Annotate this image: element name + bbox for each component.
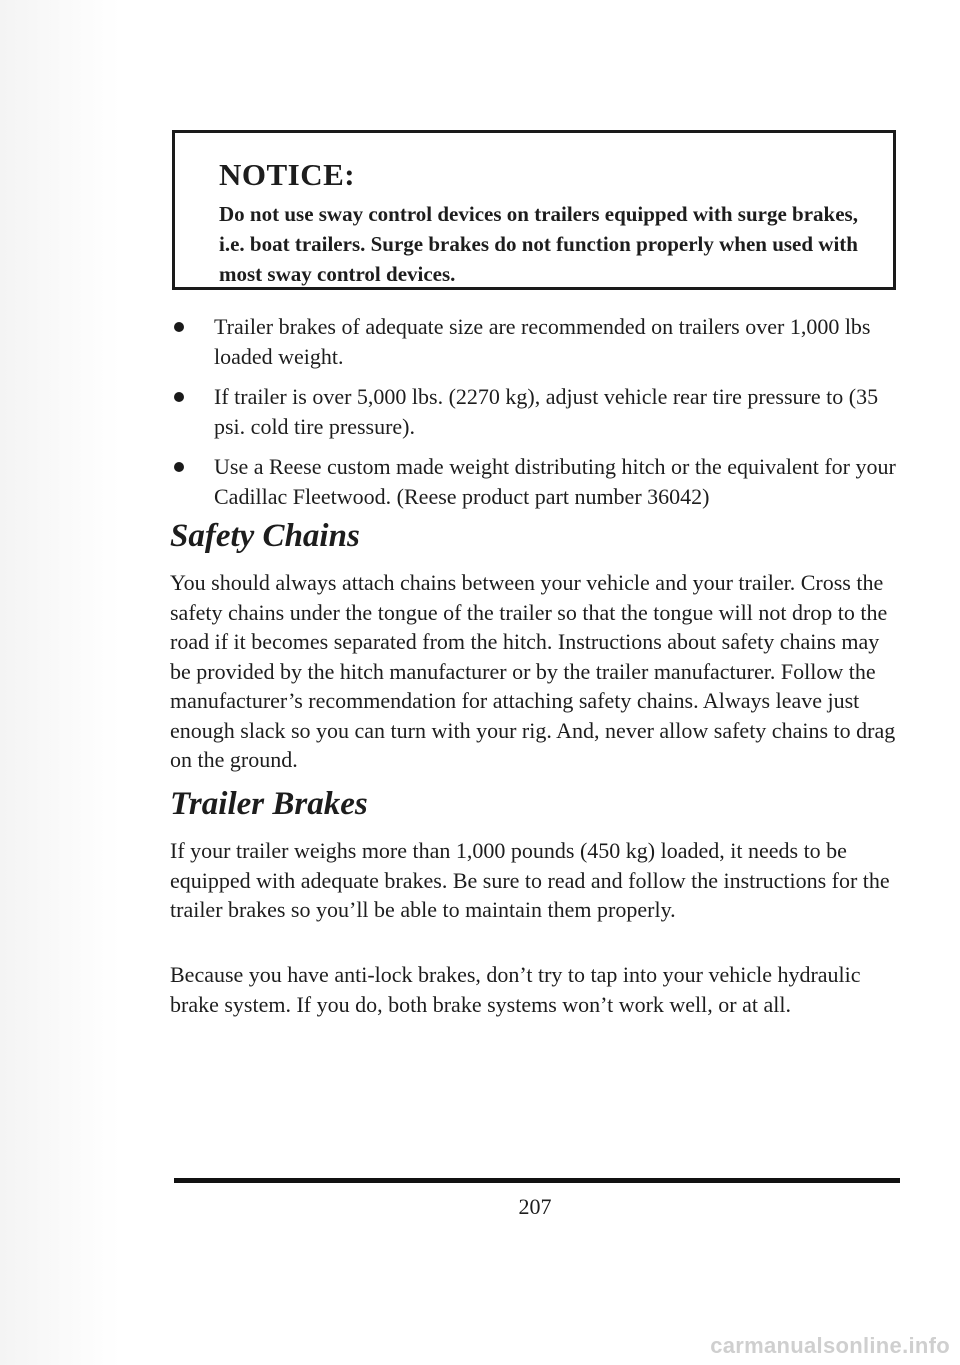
trailer-brakes-heading: Trailer Brakes: [170, 786, 368, 822]
safety-chains-paragraph: You should always attach chains between your vehicle and your trailer. Cross the safety chains under the tongue of the trailer so that the tongue will not drop to the road if it becomes separated from the hitch. Instructions about safety chains may be provided by the hitch manufacturer or by the trailer manufacturer. Follow the manufacturer’s recommendation for attaching safety chains. Always leave just enough slack so you can turn with your rig. And, never allow safety chains to drag on the ground.: [170, 570, 896, 772]
list-item-text: Trailer brakes of adequate size are recommended on trailers over 1,000 lbs loaded weight.: [214, 314, 871, 369]
trailer-brakes-paragraph-2: Because you have anti-lock brakes, don’t try to tap into your vehicle hydraulic brake system. If you do, both brake systems won’t work well, or at all.: [170, 962, 861, 1017]
bullet-icon: [174, 392, 184, 402]
list-item: [170, 382, 900, 442]
scan-edge-shade: [0, 0, 120, 1365]
page-number: 207: [518, 1194, 552, 1219]
list-item: [170, 312, 900, 372]
safety-chains-heading: Safety Chains: [170, 518, 360, 554]
trailer-brakes-paragraph-1: If your trailer weighs more than 1,000 pounds (450 kg) loaded, it needs to be equipped with adequate brakes. Be sure to read and follow the instructions for the trailer brakes so you’ll be able to maintain them properly.: [170, 838, 890, 922]
site-watermark: carmanualsonline.info: [710, 1333, 950, 1358]
notice-text: Do not use sway control devices on trailers equipped with surge brakes, i.e. boat trailers. Surge brakes do not function properly when used with most sway control devices.: [219, 202, 858, 286]
trailer-requirements-list: [170, 312, 900, 522]
bullet-icon: [174, 322, 184, 332]
list-item-text: Use a Reese custom made weight distributing hitch or the equivalent for your Cadillac Fleetwood. (Reese product part number 36042): [214, 454, 896, 509]
list-item-text: If trailer is over 5,000 lbs. (2270 kg), adjust vehicle rear tire pressure to (35 psi. cold tire pressure).: [214, 384, 879, 439]
notice-title: NOTICE:: [219, 157, 356, 192]
notice-box: [172, 130, 896, 290]
footer-rule: [174, 1178, 900, 1183]
bullet-icon: [174, 462, 184, 472]
list-item: [170, 452, 900, 512]
